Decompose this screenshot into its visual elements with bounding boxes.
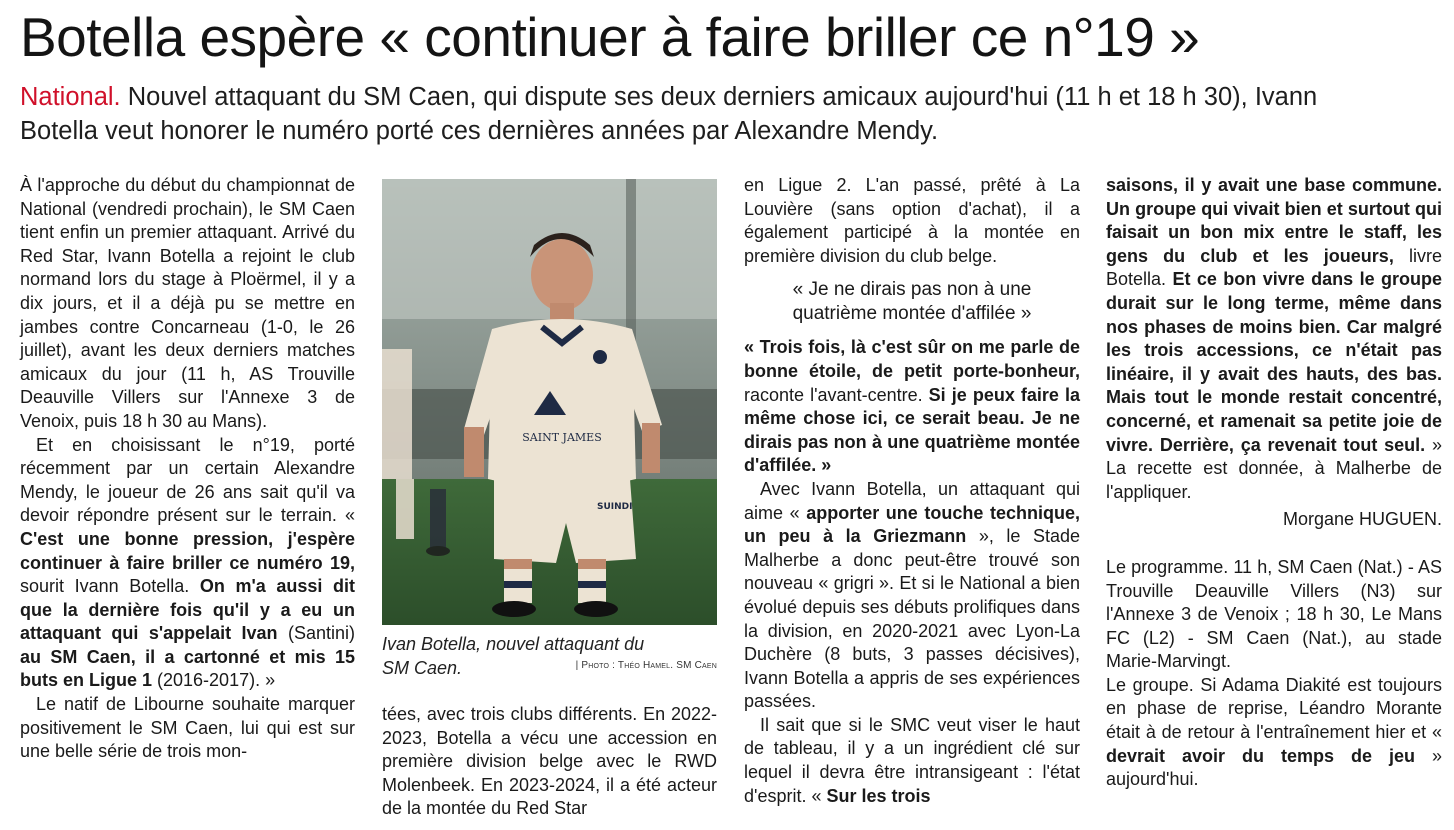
col1-p2-quote: On m'a aussi dit que la dernière fois qu'il y a eu un attaquant qui s'appelait Ivan [20,576,355,644]
col1-p2-quote: C'est une bonne pression, j'espère continuer à faire briller ce numéro 19, [20,528,355,573]
col1-p2-quote: au SM Caen, il a cartonné et mis 15 buts en Ligue 1 [20,646,355,691]
col3-paragraph-3 [744,478,1080,714]
col3-p4-text: Il sait que si le SMC veut viser le haut de tableau, il y a un ingrédient clé sur lequel il devra être intransigeant : l'état d'esprit. « [744,714,1080,806]
col1-p2-text: (Santini) [277,623,355,644]
spacer [1106,532,1442,556]
article-column-1 [20,174,355,764]
squad-paragraph [1106,674,1442,792]
programme-label: Le programme [1106,556,1224,577]
col3-p4-quote: Sur les trois [826,785,931,806]
col3-p2-text: raconte l'avant-centre. [744,384,929,405]
author-signature: Morgane HUGUEN. [1282,509,1442,530]
col3-paragraph-2 [744,336,1080,478]
standfirst-text: Nouvel attaquant du SM Caen, qui dispute ses deux derniers amicaux aujourd'hui (11 h et 18 h 30), Ivann Botella veut honorer le numéro porté ces dernières années par Alexandre Mendy. [20,83,1318,145]
col4-p1-quote: Et ce bon vivre dans le groupe durait sur le long terme, même dans nos phases de moins bien. Car malgré les trois accessions, ce n'était pas linéaire, il y avait des hauts, des bas. Mais tout le monde restait concentré, concerné, et ramenait sa petite joie de vivre. Derrière, ça revenait tout seul. [1106,269,1442,455]
col1-paragraph-2 [20,434,355,694]
article-column-4 [1106,174,1442,792]
squad-label: Le groupe [1106,674,1189,695]
col3-p3-text: », le Stade Malherbe a donc peut-être trouvé son nouveau « grigri ». Et si le National a bien évolué depuis ses débuts prolifiques dans la division, en 2020-2021 avec Lyon-La Duchère (8 buts, 3 passes décisives), Ivann Botella a appris de ses expériences passées. [744,526,1080,712]
article-column-3 [744,174,1080,808]
photo-player-illustration [382,179,717,625]
col1-p2-text: (2016-2017). » [152,670,276,691]
squad-text: . Si Adama Diakité est toujours en phase de reprise, Léandro Morante était à de retour à l'entraînement hier et « [1106,674,1442,743]
col3-p2-quote: Si je peux faire la même chose ici, ce serait beau. Je ne dirais pas non à une quatrième montée d'affilée. » [744,384,1080,476]
col1-p2-text: sourit Ivann Botella. [20,576,200,597]
programme-paragraph [1106,556,1442,674]
headline: Botella espère « continuer à faire briller ce n°19 » [20,6,1200,68]
col4-p1-quote: saisons, il y avait une base commune. Un groupe qui vivait bien et surtout qui faisait un bon mix entre le staff, les gens du club et les joueurs, [1106,175,1442,266]
col1-paragraph-1: À l'approche du début du championnat de National (vendredi prochain), le SM Caen tient enfin un premier attaquant. Arrivé du Red Star, Ivann Botella a rejoint le club normand lors du stage à Ploërmel, il y a dix jours, et il a déjà pu se mettre en jambes contre Concarneau (1-0, le 26 juillet), avant les deux derniers matches amicaux du jour (11 h, AS Trouville Deauville Villers sur l'Annexe 3 de Venoix, puis 18 h 30 au Mans). [20,175,355,431]
col3-intertitle: « Je ne dirais pas non à une quatrième montée d'affilée » [792,279,1032,325]
squad-text: » aujourd'hui. [1106,745,1442,790]
col3-p3-quote: apporter une touche technique, un peu à la Griezmann [744,502,1080,547]
article-column-2 [382,703,717,821]
standfirst-kicker: National. [20,83,121,111]
col3-p2-quote: « Trois fois, là c'est sûr on me parle de bonne étoile, de petit porte-bonheur, [744,337,1080,381]
programme-text: . 11 h, SM Caen (Nat.) - AS Trouville Deauville Villers (N3) sur l'Annexe 3 de Venoix ; 18 h 30, Le Mans FC (L2) - SM Caen (Nat.), au stade Marie-Marvingt. [1106,556,1442,672]
squad-quote: devrait avoir du temps de jeu [1106,745,1415,766]
standfirst [20,80,1320,148]
col3-p3-text: Avec Ivann Botella, un attaquant qui aime « [744,478,1080,523]
photo-credit: | Photo : Théo Hamel. SM Caen [575,660,717,671]
col1-p2-text: Et en choisissant le n°19, porté récemment par un certain Alexandre Mendy, le joueur de 26 ans sait qu'il va devoir répondre présent sur le terrain. « [20,434,355,526]
article-photo [382,179,717,625]
col4-paragraph-1 [1106,174,1442,504]
photo-caption: Ivan Botella, nouvel attaquant du SM Caen. [382,634,645,678]
photo-caption-block [382,632,717,682]
jersey-sponsor: SAINT JAMES [522,431,602,444]
col2-paragraph-1: tées, avec trois clubs différents. En 2022-2023, Botella a vécu une accession en première division belge avec le RWD Molenbeek. En 2023-2024, il a été acteur de la montée du Red Star [382,704,717,819]
col1-paragraph-3: Le natif de Libourne souhaite marquer positivement le SM Caen, lui qui est sur une belle série de trois mon- [20,694,355,762]
col4-p1-text: » La recette est donnée, à Malherbe de l'appliquer. [1106,434,1442,502]
shorts-sponsor: SUINDI [597,502,633,512]
col3-paragraph-1: en Ligue 2. L'an passé, prêté à La Louvière (sans option d'achat), il a également participé à la montée en première division du club belge. [744,175,1080,266]
col3-paragraph-4 [744,714,1080,808]
col4-p1-text: livre Botella. [1106,245,1442,290]
